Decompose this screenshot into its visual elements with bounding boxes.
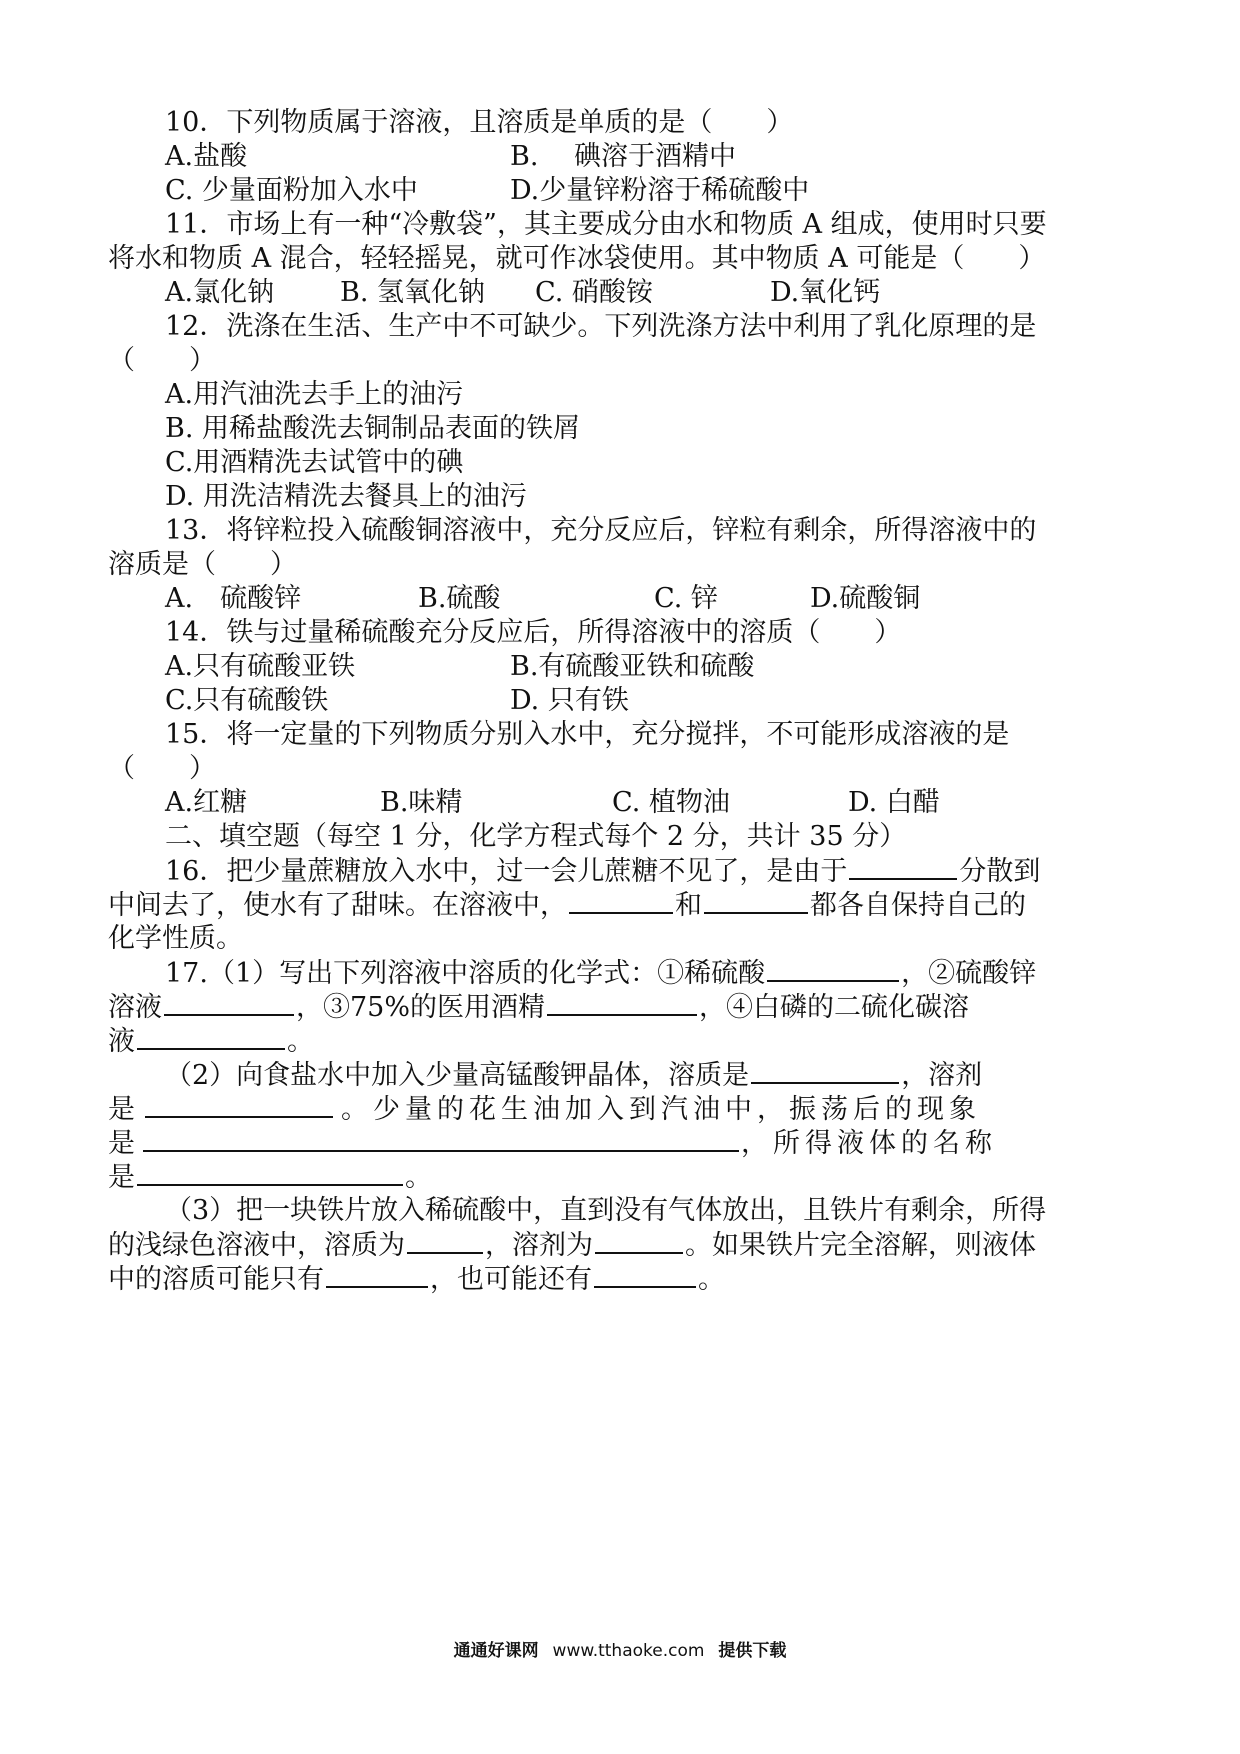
q17-text: ，所得液体的名称 [741, 1128, 997, 1159]
q11-option-d: D.氧化钙 [770, 277, 881, 308]
answer-blank [569, 886, 673, 914]
q17-part3-line2 [108, 1226, 1036, 1264]
q11-stem-line2: 将水和物质 A 混合，轻轻摇晃，就可作冰袋使用。其中物质 A 可能是（ ） [108, 243, 1046, 274]
footer-brand: 通通好课网 [453, 1641, 539, 1661]
q14-option-b: B.有硫酸亚铁和硫酸 [510, 651, 755, 682]
q10-stem: 10．下列物质属于溶液，且溶质是单质的是（ ） [165, 107, 794, 138]
answer-blank [326, 1260, 428, 1288]
q10-option-c: C. 少量面粉加入水中 [165, 175, 418, 206]
answer-blank [767, 954, 899, 982]
q11-option-a: A.氯化钠 [165, 277, 275, 308]
q12-option-d: D. 用洗洁精洗去餐具上的油污 [165, 481, 527, 512]
q17-text: 液 [108, 1026, 135, 1057]
q17-part1-line2 [108, 988, 969, 1026]
answer-blank [137, 1022, 285, 1050]
section-heading: 二、填空题（每空 1 分，化学方程式每个 2 分，共计 35 分） [165, 821, 907, 852]
q17-text: 。 [405, 1162, 432, 1193]
q16-text: 分散到 [959, 856, 1041, 887]
q15-option-c: C. 植物油 [612, 787, 730, 818]
q17-part3-line3 [108, 1260, 725, 1298]
q12-option-c: C.用酒精洗去试管中的碘 [165, 447, 464, 478]
q17-part2-line3 [108, 1124, 997, 1162]
q13-option-b: B.硫酸 [418, 583, 501, 614]
q17-part1-line1 [165, 954, 1036, 992]
q16-text: 都各自保持自己的 [810, 890, 1026, 921]
q16-text: 和 [675, 890, 702, 921]
q11-option-c: C. 硝酸铵 [535, 277, 653, 308]
answer-blank [164, 988, 294, 1016]
q11-stem-line1: 11．市场上有一种“冷敷袋”，其主要成分由水和物质 A 组成，使用时只要 [165, 209, 1047, 240]
q13-stem-line2: 溶质是（ ） [108, 549, 297, 580]
q11-option-b: B. 氢氧化钠 [340, 277, 486, 308]
q17-text: 是 [108, 1128, 135, 1159]
q15-stem-line2: （ ） [108, 753, 216, 784]
q17-text: ，溶剂 [901, 1060, 983, 1091]
q15-option-a: A.红糖 [165, 787, 248, 818]
answer-blank [849, 852, 957, 880]
q10-option-b: B. 碘溶于酒精中 [510, 141, 737, 172]
q16-text: 16．把少量蔗糖放入水中，过一会儿蔗糖不见了，是由于 [165, 856, 848, 887]
q17-text: （2）向食盐水中加入少量高锰酸钾晶体，溶质是 [165, 1060, 750, 1091]
q17-text: ，③75%的医用酒精 [296, 992, 546, 1023]
q17-text: ，溶剂为 [485, 1230, 593, 1261]
q17-part2-line1 [165, 1056, 982, 1094]
q17-text: 。少量的花生油加入到汽油中，振荡后的现象 [341, 1094, 981, 1125]
q13-option-c: C. 锌 [654, 583, 718, 614]
q17-text: 。 [287, 1026, 314, 1057]
answer-blank [145, 1090, 333, 1118]
q17-text: 溶液 [108, 992, 162, 1023]
q17-part2-line4 [108, 1158, 432, 1196]
q14-option-d: D. 只有铁 [510, 685, 629, 716]
answer-blank [704, 886, 808, 914]
answer-blank [143, 1124, 739, 1152]
q17-part1-line3 [108, 1022, 314, 1060]
footer-url: www.tthaoke.com [552, 1641, 705, 1661]
q17-text: 中的溶质可能只有 [108, 1264, 324, 1295]
q17-part3-line1: （3）把一块铁片放入稀硫酸中，直到没有气体放出，且铁片有剩余，所得 [165, 1195, 1047, 1226]
q17-text: ，②硫酸锌 [901, 958, 1037, 989]
answer-blank [137, 1158, 403, 1186]
q17-part2-line2 [108, 1090, 981, 1128]
q12-option-a: A.用汽油洗去手上的油污 [165, 379, 464, 410]
q16-line1 [165, 852, 1040, 890]
answer-blank [595, 1226, 683, 1254]
answer-blank [751, 1056, 899, 1084]
q17-text: ，也可能还有 [430, 1264, 592, 1295]
q17-text: ，④白磷的二硫化碳溶 [699, 992, 970, 1023]
q16-line2 [108, 886, 1026, 924]
q12-option-b: B. 用稀盐酸洗去铜制品表面的铁屑 [165, 413, 581, 444]
footer-tail: 提供下载 [718, 1641, 787, 1661]
q13-option-d: D.硫酸铜 [810, 583, 921, 614]
q15-option-b: B.味精 [380, 787, 463, 818]
q14-option-c: C.只有硫酸铁 [165, 685, 329, 716]
q10-option-d: D.少量锌粉溶于稀硫酸中 [510, 175, 810, 206]
q15-option-d: D. 白醋 [848, 787, 940, 818]
q12-stem-line1: 12．洗涤在生活、生产中不可缺少。下列洗涤方法中利用了乳化原理的是 [165, 311, 1037, 342]
q17-text: 是 [108, 1162, 135, 1193]
answer-blank [594, 1260, 696, 1288]
q17-text: 。 [698, 1264, 725, 1295]
q17-text: 是 [108, 1094, 135, 1125]
q10-option-a: A.盐酸 [165, 141, 248, 172]
q15-stem-line1: 15．将一定量的下列物质分别入水中，充分搅拌，不可能形成溶液的是 [165, 719, 1010, 750]
q17-text: 17.（1）写出下列溶液中溶质的化学式：①稀硫酸 [165, 958, 766, 989]
answer-blank [547, 988, 697, 1016]
answer-blank [407, 1226, 483, 1254]
q13-stem-line1: 13．将锌粒投入硫酸铜溶液中，充分反应后，锌粒有剩余，所得溶液中的 [165, 515, 1037, 546]
q16-text: 中间去了，使水有了甜味。在溶液中， [108, 890, 567, 921]
page-footer [0, 1636, 1240, 1661]
q17-text: 。如果铁片完全溶解，则液体 [685, 1230, 1036, 1261]
q16-line3: 化学性质。 [108, 923, 243, 954]
q12-stem-line2: （ ） [108, 345, 216, 376]
q14-option-a: A.只有硫酸亚铁 [165, 651, 356, 682]
q14-stem: 14．铁与过量稀硫酸充分反应后，所得溶液中的溶质（ ） [165, 617, 902, 648]
q13-option-a: A. 硫酸锌 [165, 583, 302, 614]
q17-text: 的浅绿色溶液中，溶质为 [108, 1230, 405, 1261]
